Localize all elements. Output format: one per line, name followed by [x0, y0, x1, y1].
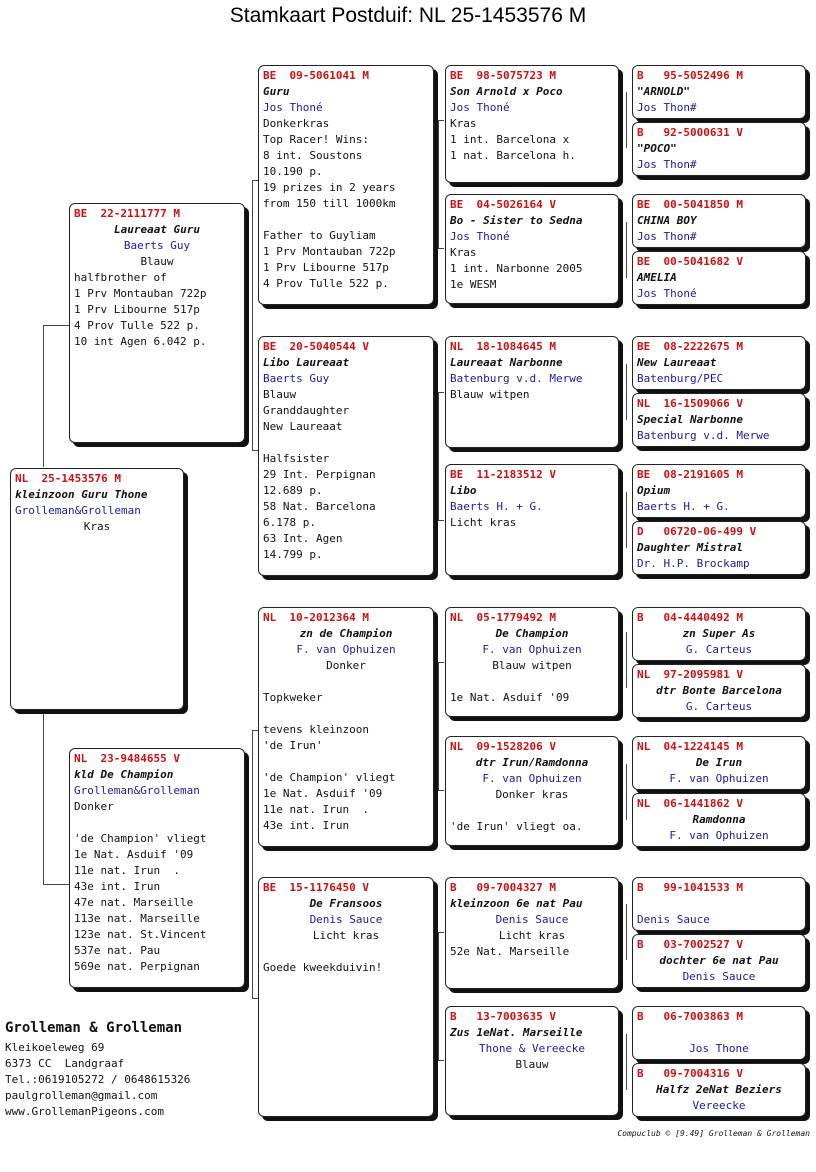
pigeon-name: Son Arnold x Poco: [450, 85, 563, 98]
pigeon-info-line: 47e nat. Marseille: [74, 896, 194, 909]
pigeon-info-line: Licht kras: [312, 929, 380, 942]
pigeon-info-line: 1 Prv Libourne 517p: [263, 261, 389, 274]
pigeon-info-line: Halfsister: [263, 452, 330, 465]
owner-name: Batenburg v.d. Merwe: [450, 372, 583, 385]
owner-name: Jos Thoné: [263, 101, 323, 114]
pigeon-name: Libo: [450, 484, 477, 497]
owner-name: Baerts Guy: [263, 372, 330, 385]
owner-name: Batenburg v.d. Merwe: [637, 429, 770, 442]
owner-name: Vereecke: [692, 1099, 746, 1112]
owner-name: Jos Thon#: [637, 158, 697, 171]
ring-number: BE 00-5041850 M: [637, 198, 743, 211]
pigeon-name: AMELIA: [637, 271, 677, 284]
owner-name: Jos Thoné: [450, 230, 510, 243]
owner-name: Grolleman&Grolleman: [74, 784, 200, 797]
owner-name: Thone & Vereecke: [479, 1042, 585, 1055]
pigeon-info-line: 123e nat. St.Vincent: [74, 928, 207, 941]
pigeon-info-line: 'de Champion' vliegt: [74, 832, 207, 845]
pigeon-info-line: tevens kleinzoon: [263, 723, 369, 736]
pigeon-card-sdd[interactable]: [445, 464, 619, 576]
connector-line: [438, 120, 444, 121]
ring-number: NL 18-1084645 M: [450, 340, 556, 353]
pigeon-name: dtr Irun/Ramdonna: [475, 756, 589, 769]
pigeon-card-sire-sire[interactable]: [258, 65, 434, 305]
pigeon-info-line: 6.178 p.: [263, 516, 316, 529]
owner-name: F. van Ophuizen: [482, 643, 582, 656]
ring-number: BE 08-2222675 M: [637, 340, 743, 353]
page-title: Stamkaart Postduif: NL 25-1453576 M: [229, 4, 587, 27]
pigeon-name: Laureaat Guru: [113, 223, 201, 236]
pigeon-card-dds[interactable]: [445, 877, 619, 989]
pigeon-info-line: [637, 1025, 801, 1041]
pigeon-info-line: 12.689 p.: [263, 484, 323, 497]
pigeon-name: dochter 6e nat Pau: [659, 954, 779, 967]
pigeon-info-line: [263, 706, 429, 722]
pigeon-name: Laureaat Narbonne: [450, 356, 563, 369]
owner-name: Denis Sauce: [637, 913, 710, 926]
pigeon-info-line: [263, 674, 429, 690]
ring-number: NL 05-1779492 M: [450, 611, 556, 624]
pigeon-name: Halfz 2eNat Beziers: [656, 1083, 782, 1096]
pigeon-info-line: 'de Irun': [263, 739, 323, 752]
owner-name: F. van Ophuizen: [669, 829, 769, 842]
pigeon-info-line: Blauw: [515, 1058, 549, 1071]
pigeon-info-line: 4 Prov Tulle 522 p.: [263, 277, 389, 290]
pigeon-info-line: 537e nat. Pau: [74, 944, 161, 957]
pigeon-card-g11[interactable]: [632, 736, 806, 790]
ring-number: BE 98-5075723 M: [450, 69, 556, 82]
pigeon-name: "ARNOLD": [637, 85, 690, 98]
pigeon-info-line: Goede kweekduivin!: [263, 961, 383, 974]
pigeon-name: kld De Champion: [74, 768, 174, 781]
pigeon-info-line: Father to Guyliam: [263, 229, 376, 242]
connector-line: [252, 180, 253, 450]
owner-name: Denis Sauce: [682, 970, 756, 983]
ring-number: B 09-7004327 M: [450, 881, 556, 894]
owner-name: Jos Thoné: [637, 287, 697, 300]
ring-number: D 06720-06-499 V: [637, 525, 757, 538]
connector-line: [438, 520, 444, 521]
ring-number: B 06-7003863 M: [637, 1010, 743, 1023]
pigeon-card-dam[interactable]: [69, 748, 245, 988]
pigeon-info-line: [263, 944, 429, 960]
pigeon-name: De Fransoos: [309, 897, 383, 910]
connector-line: [43, 325, 69, 326]
ring-number: NL 06-1441862 V: [637, 797, 743, 810]
pigeon-info-line: 1 Prv Libourne 517p: [74, 303, 200, 316]
pigeon-card-g12[interactable]: [632, 793, 806, 847]
ring-number: NL 97-2095981 V: [637, 668, 743, 681]
pigeon-info-line: 4 Prov Tulle 522 p.: [74, 319, 200, 332]
pigeon-info-line: Blauw: [140, 255, 174, 268]
pigeon-card-ddd[interactable]: [445, 1006, 619, 1116]
pigeon-info-line: 43e int. Irun: [74, 880, 161, 893]
pigeon-card-sire[interactable]: [69, 203, 245, 443]
pigeon-info-line: 1 int. Narbonne 2005: [450, 262, 583, 275]
connector-line: [438, 932, 444, 933]
pigeon-card-g10[interactable]: [632, 664, 806, 718]
ring-number: B 99-1041533 M: [637, 881, 743, 894]
pigeon-info-line: [263, 754, 429, 770]
pigeon-info-line: Blauw: [263, 388, 297, 401]
pigeon-name: Ramdonna: [692, 813, 746, 826]
footer-credit: Compuclub © [9.49] Grolleman & Grolleman: [617, 1129, 810, 1138]
pigeon-info-line: Blauw witpen: [492, 659, 572, 672]
pigeon-card-g3[interactable]: [632, 194, 806, 248]
pigeon-info-line: [637, 896, 801, 912]
owner-name: Denis Sauce: [495, 913, 569, 926]
pigeon-card-ssd[interactable]: [445, 194, 619, 304]
breeder-name: Grolleman & Grolleman: [5, 1020, 183, 1036]
pigeon-name: kleinzoon 6e nat Pau: [450, 897, 583, 910]
connector-line: [438, 120, 439, 248]
pigeon-card-g15[interactable]: [632, 1006, 806, 1060]
pigeon-name: Guru: [263, 85, 290, 98]
pigeon-name: zn de Champion: [299, 627, 393, 640]
connector-line: [626, 764, 627, 820]
connector-line: [438, 790, 444, 791]
pigeon-card-dsd[interactable]: [445, 736, 619, 846]
pigeon-info-line: 1e Nat. Asduif '09: [263, 787, 383, 800]
pigeon-name: De Irun: [695, 756, 743, 769]
pigeon-info-line: 1e WESM: [450, 278, 497, 291]
ring-number: BE 08-2191605 M: [637, 468, 743, 481]
pigeon-card-sss[interactable]: [445, 65, 619, 183]
pigeon-card-dam-dam[interactable]: [258, 877, 434, 1117]
ring-number: BE 00-5041682 V: [637, 255, 743, 268]
pigeon-info-line: 43e int. Irun: [263, 819, 350, 832]
ring-number: NL 23-9484655 V: [74, 752, 180, 765]
owner-name: Jos Thon#: [637, 101, 697, 114]
pigeon-name: dtr Bonte Barcelona: [656, 684, 782, 697]
pigeon-info-line: 113e nat. Marseille: [74, 912, 200, 925]
pigeon-name: New Laureaat: [637, 356, 717, 369]
pigeon-info-line: 1 Prv Montauban 722p: [74, 287, 207, 300]
ring-number: BE 04-5026164 V: [450, 198, 556, 211]
pigeon-info-line: [450, 803, 614, 819]
connector-line: [438, 1060, 444, 1061]
pigeon-card-g1[interactable]: [632, 65, 806, 119]
connector-line: [438, 392, 444, 393]
breeder-info: [5, 1020, 190, 1120]
pigeon-card-dam-sire[interactable]: [258, 607, 434, 847]
pigeon-info-line: Top Racer! Wins:: [263, 133, 369, 146]
pigeon-info-line: 'de Champion' vliegt: [263, 771, 396, 784]
pigeon-card-g16[interactable]: [632, 1063, 806, 1117]
ring-number: NL 16-1509066 V: [637, 397, 743, 410]
pigeon-info-line: 58 Nat. Barcelona: [263, 500, 376, 513]
pigeon-info-line: Donker kras: [495, 788, 569, 801]
connector-line: [438, 248, 444, 249]
pigeon-name: Special Narbonne: [637, 413, 743, 426]
pigeon-name: CHINA BOY: [637, 214, 697, 227]
connector-line: [626, 1034, 627, 1090]
pigeon-info-line: 29 Int. Perpignan: [263, 468, 376, 481]
pigeon-card-g8[interactable]: [632, 521, 806, 575]
ring-number: BE 09-5061041 M: [263, 69, 369, 82]
pigeon-name: Opium: [637, 484, 671, 497]
pigeon-info-line: Donkerkras: [263, 117, 330, 130]
pigeon-info-line: 569e nat. Perpignan: [74, 960, 200, 973]
pigeon-info-line: Donker: [326, 659, 366, 672]
pigeon-info-line: 1 Prv Montauban 722p: [263, 245, 396, 258]
pigeon-card-sds[interactable]: [445, 336, 619, 448]
pigeon-info-line: 19 prizes in 2 years: [263, 181, 396, 194]
connector-line: [43, 884, 69, 885]
breeder-email[interactable]: paulgrolleman@gmail.com: [5, 1089, 158, 1102]
connector-line: [252, 730, 253, 998]
ring-number: NL 09-1528206 V: [450, 740, 556, 753]
ring-number: NL 10-2012364 M: [263, 611, 369, 624]
pigeon-info-line: from 150 till 1000km: [263, 197, 396, 210]
ring-number: B 03-7002527 V: [637, 938, 743, 951]
pigeon-info-line: 14.799 p.: [263, 548, 323, 561]
ring-number: B 09-7004316 V: [637, 1067, 743, 1080]
pigeon-info-line: [74, 815, 240, 831]
breeder-website[interactable]: www.GrollemanPigeons.com: [5, 1105, 164, 1118]
owner-name: F. van Ophuizen: [669, 772, 769, 785]
ring-number: BE 11-2183512 V: [450, 468, 556, 481]
pigeon-info-line: 1 int. Barcelona x: [450, 133, 570, 146]
ring-number: NL 04-1224145 M: [637, 740, 743, 753]
pigeon-info-line: 8 int. Soustons: [263, 149, 363, 162]
ring-number: B 04-4440492 M: [637, 611, 743, 624]
breeder-street: Kleikoeleweg 69: [5, 1041, 105, 1054]
owner-name: Baerts H. + G.: [637, 500, 730, 513]
pigeon-info-line: 10.190 p.: [263, 165, 323, 178]
owner-name: Baerts Guy: [123, 239, 191, 252]
pigeon-info-line: [263, 435, 429, 451]
breeder-city: 6373 CC Landgraaf: [5, 1057, 125, 1070]
pigeon-card-sire-dam[interactable]: [258, 336, 434, 576]
connector-line: [626, 492, 627, 548]
pigeon-card-g2[interactable]: [632, 122, 806, 176]
pigeon-info-line: Kras: [450, 117, 477, 130]
ring-number: B 13-7003635 V: [450, 1010, 556, 1023]
owner-name: G. Carteus: [685, 700, 753, 713]
owner-name: Grolleman&Grolleman: [15, 504, 141, 517]
pigeon-card-dss[interactable]: [445, 607, 619, 717]
owner-name: F. van Ophuizen: [482, 772, 582, 785]
connector-line: [626, 364, 627, 420]
connector-line: [626, 92, 627, 148]
pigeon-name: kleinzoon Guru Thone: [15, 488, 148, 501]
connector-line: [43, 325, 44, 467]
ring-number: BE 20-5040544 V: [263, 340, 369, 353]
pigeon-info-line: 1e Nat. Asduif '09: [74, 848, 194, 861]
pigeon-info-line: halfbrother of: [74, 271, 167, 284]
connector-line: [438, 662, 444, 663]
pigeon-card-g4[interactable]: [632, 251, 806, 305]
connector-line: [43, 712, 44, 884]
pigeon-name: Daughter Mistral: [637, 541, 743, 554]
owner-name: Baerts H. + G.: [450, 500, 543, 513]
pigeon-card-g7[interactable]: [632, 464, 806, 518]
pigeon-name: Zus 1eNat. Marseille: [450, 1026, 583, 1039]
pigeon-info-line: Kras: [83, 520, 111, 533]
pigeon-name: Libo Laureaat: [263, 356, 350, 369]
pigeon-info-line: 11e nat. Irun .: [263, 803, 369, 816]
pigeon-name: De Champion: [495, 627, 569, 640]
pigeon-info-line: Kras: [450, 246, 477, 259]
pigeon-name: Bo - Sister to Sedna: [450, 214, 583, 227]
ring-number: NL 25-1453576 M: [15, 472, 121, 485]
owner-name: Batenburg/PEC: [637, 372, 724, 385]
pigeon-card-g13[interactable]: [632, 877, 806, 931]
pigeon-info-line: Licht kras: [498, 929, 566, 942]
connector-line: [438, 662, 439, 790]
pigeon-name: "POCO": [637, 142, 677, 155]
pigeon-info-line: 52e Nat. Marseille: [450, 945, 570, 958]
pigeon-info-line: 11e nat. Irun .: [74, 864, 180, 877]
connector-line: [438, 932, 439, 1060]
pigeon-info-line: 1 nat. Barcelona h.: [450, 149, 576, 162]
owner-name: Dr. H.P. Brockamp: [637, 557, 750, 570]
ring-number: BE 15-1176450 V: [263, 881, 369, 894]
pigeon-info-line: Blauw witpen: [450, 388, 530, 401]
ring-number: B 92-5000631 V: [637, 126, 743, 139]
owner-name: F. van Ophuizen: [296, 643, 396, 656]
pigeon-name: zn Super As: [682, 627, 756, 640]
owner-name: Jos Thone: [689, 1042, 749, 1055]
owner-name: Jos Thon#: [637, 230, 697, 243]
owner-name: Denis Sauce: [309, 913, 383, 926]
pigeon-info-line: 'de Irun' vliegt oa.: [450, 820, 583, 833]
connector-line: [626, 904, 627, 960]
pigeon-info-line: 1e Nat. Asduif '09: [450, 691, 570, 704]
connector-line: [438, 392, 439, 520]
pigeon-info-line: Topkweker: [263, 691, 323, 704]
pigeon-info-line: [450, 674, 614, 690]
pigeon-info-line: 10 int Agen 6.042 p.: [74, 335, 207, 348]
pigeon-info-line: Donker: [74, 800, 114, 813]
connector-line: [626, 632, 627, 688]
pigeon-card-subject[interactable]: [10, 468, 184, 710]
pigeon-info-line: [263, 212, 429, 228]
owner-name: Jos Thoné: [450, 101, 510, 114]
pigeon-info-line: Licht kras: [450, 516, 517, 529]
owner-name: G. Carteus: [685, 643, 753, 656]
pigeon-card-g5[interactable]: [632, 336, 806, 390]
breeder-phone: Tel.:0619105272 / 0648615326: [5, 1073, 191, 1086]
ring-number: BE 22-2111777 M: [74, 207, 180, 220]
connector-line: [626, 222, 627, 278]
pigeon-card-g6[interactable]: [632, 393, 806, 447]
pigeon-info-line: New Laureaat: [263, 420, 343, 433]
pigeon-info-line: Granddaughter: [263, 404, 350, 417]
pigeon-card-g9[interactable]: [632, 607, 806, 661]
ring-number: B 95-5052496 M: [637, 69, 743, 82]
pigeon-card-g14[interactable]: [632, 934, 806, 988]
pigeon-info-line: 63 Int. Agen: [263, 532, 343, 545]
